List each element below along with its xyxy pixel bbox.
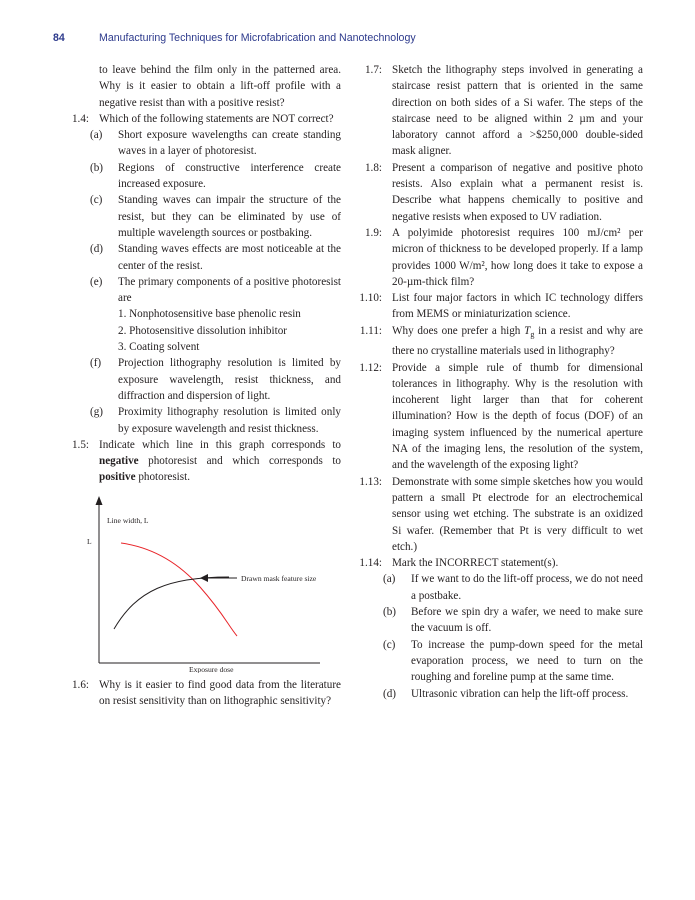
sublist-item: 2. Photosensitive dissolution inhibitor — [118, 324, 287, 337]
option-e — [57, 274, 341, 307]
question-1-8 — [350, 160, 643, 225]
option-text: Standing waves can impair the structure of the resist, but they can be eliminated by use of multiple wavelength sources or postbaking. — [118, 194, 341, 239]
figure-linewidth-vs-dose — [57, 486, 341, 677]
sublist-item: 3. Coating solvent — [118, 341, 200, 354]
question-number: 1.9: — [364, 226, 382, 239]
q13-continuation: to leave behind the film only in the patterned area. Why is it easier to obtain a lift-off profile with a negative resist than with a positive resist? — [99, 64, 341, 109]
l-mark: L — [87, 536, 92, 546]
question-1-12 — [350, 360, 643, 474]
running-title: Manufacturing Techniques for Microfabrication and Nanotechnology — [99, 32, 416, 44]
option-c — [350, 637, 643, 686]
question-text: Provide a simple rule of thumb for dimensional tolerances in lithography. Why is the resolution with incoherent light larger than that for coherent illumination? How is the depth of focus (DOF) of an imaging system influenced by the numerical aperture NA of the imaging lens, the resolution of the system, and the wavelength of the exposing light? — [392, 361, 643, 472]
question-number: 1.5: — [71, 438, 89, 451]
tg-symbol: T — [524, 324, 531, 337]
question-number: 1.6: — [71, 678, 89, 691]
option-label: (d) — [90, 243, 103, 256]
option-text: Proximity lithography resolution is limited only by exposure wavelength and resist thickness. — [118, 406, 341, 435]
question-1-10 — [350, 290, 643, 323]
question-text: photoresist. — [135, 471, 190, 484]
x-axis-label: Exposure dose — [189, 664, 234, 673]
right-column — [350, 62, 643, 702]
positive-keyword: positive — [99, 471, 136, 484]
question-number: 1.11: — [359, 324, 382, 337]
question-text: Mark the INCORRECT statement(s). — [392, 557, 559, 570]
question-1-11 — [350, 323, 643, 360]
option-label: (a) — [383, 573, 396, 586]
question-text: photoresist and which corresponds to — [138, 455, 341, 468]
question-1-6 — [57, 677, 341, 710]
option-label: (b) — [383, 606, 396, 619]
option-label: (b) — [90, 161, 103, 174]
question-number: 1.7: — [364, 64, 382, 76]
question-number: 1.10: — [359, 292, 382, 305]
black-curve — [114, 577, 229, 629]
question-number: 1.8: — [364, 161, 382, 174]
option-g — [57, 404, 341, 437]
option-b — [57, 160, 341, 193]
question-number: 1.12: — [359, 361, 382, 374]
question-text: Demonstrate with some simple sketches how you would pattern a small Pt electrode for an electrochemical sensor using wet etching. The substrate is an oxidized Si wafer. (Remember that Pt is very difficult to wet etch.) — [392, 475, 643, 553]
question-1-14 — [350, 555, 643, 571]
red-curve — [121, 543, 237, 636]
question-number: 1.13: — [359, 475, 382, 488]
question-text: Present a comparison of negative and positive photo resists. Also explain what a permanent resist is. Describe what happens chemically to positive and negative resists when exposed to UV radiation. — [392, 161, 643, 223]
question-1-4 — [57, 111, 341, 127]
option-text: Standing waves effects are most noticeable at the center of the resist. — [118, 243, 341, 272]
option-text: Short exposure wavelengths can create standing waves in a layer of photoresist. — [118, 129, 341, 158]
question-text: A polyimide photoresist requires 100 mJ/cm² per micron of thickness to be developed properly. If a lamp provides 1000 W/m², how long does it take to expose a 20-µm-thick film? — [392, 226, 643, 288]
option-label: (c) — [90, 194, 103, 207]
question-1-5 — [57, 437, 341, 486]
option-label: (f) — [90, 357, 102, 370]
option-text: The primary components of a positive photoresist are — [118, 275, 341, 305]
annotation-label: Drawn mask feature size — [241, 573, 317, 583]
question-1-9 — [350, 225, 643, 290]
question-text: Why is it easier to find good data from the literature on resist sensitivity than on lithographic sensitivity? — [99, 678, 341, 708]
question-text: List four major factors in which IC technology differs from MEMS or miniaturization science. — [392, 292, 643, 321]
option-c — [57, 192, 341, 241]
page-header — [0, 32, 695, 46]
tg-subscript: g — [530, 329, 535, 339]
option-text: Ultrasonic vibration can help the lift-off process. — [411, 687, 629, 700]
option-a — [350, 571, 643, 604]
option-a — [57, 127, 341, 160]
option-label: (d) — [383, 687, 396, 700]
option-label: (e) — [90, 275, 103, 288]
option-d — [57, 241, 341, 274]
question-number: 1.4: — [71, 112, 89, 125]
question-1-7 — [350, 62, 643, 160]
option-d — [350, 686, 643, 702]
option-f — [57, 355, 341, 404]
question-text: Why does one prefer a high — [392, 324, 525, 337]
option-text: To increase the pump-down speed for the metal evaporation process, we need to turn on the roughing and foreline pump at the same time. — [411, 638, 643, 684]
option-text: Projection lithography resolution is limited by exposure wavelength, resist thickness, and diffraction and dispersion of light. — [118, 357, 341, 402]
question-text: in a resist and why are there no crystalline materials used in lithography? — [392, 324, 643, 358]
page-number: 84 — [53, 32, 65, 44]
figure-svg — [65, 495, 325, 673]
y-axis-arrowhead — [96, 496, 103, 505]
option-label: (c) — [383, 638, 396, 651]
option-text: Before we spin dry a wafer, we need to make sure the vacuum is off. — [411, 606, 643, 635]
left-column — [57, 62, 341, 709]
y-axis-label: Line width, L — [107, 515, 149, 525]
question-text: Which of the following statements are NOT correct? — [99, 112, 334, 125]
option-text: If we want to do the lift-off process, we do not need a postbake. — [411, 573, 643, 602]
option-label: (g) — [90, 406, 103, 419]
option-b — [350, 604, 643, 637]
negative-keyword: negative — [99, 455, 139, 468]
question-text: Indicate which line in this graph corresponds to — [99, 438, 341, 451]
question-text: Sketch the lithography steps involved in generating a staircase resist pattern that is oriented in the same direction on both sides of a Si wafer. The steps of the staircase need to be aligned within 2 µm and your laboratory cannot afford a >$250,000 double-sided mask aligner. — [392, 64, 643, 158]
option-text: Regions of constructive interference create increased exposure. — [118, 161, 341, 191]
sublist-item: 1. Nonphotosensitive base phenolic resin — [118, 308, 301, 321]
question-number: 1.14: — [359, 557, 382, 570]
question-1-13 — [350, 474, 643, 555]
option-label: (a) — [90, 129, 103, 142]
